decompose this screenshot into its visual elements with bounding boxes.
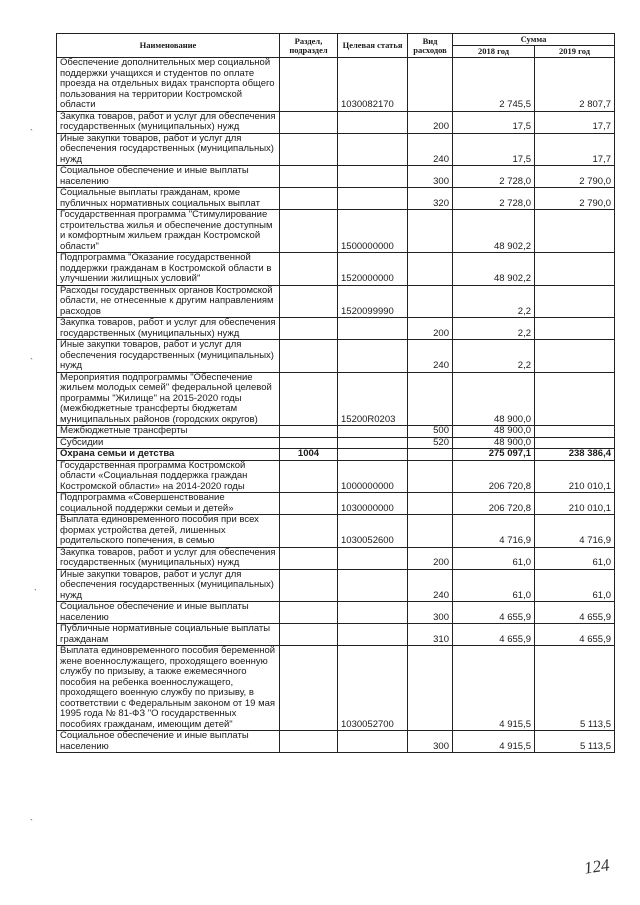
row-section [280, 569, 338, 602]
row-section [280, 515, 338, 548]
row-expense-type: 200 [408, 318, 453, 340]
row-section [280, 111, 338, 133]
row-name: Выплата единовременного пособия при всех формах устройства детей, лишенных родительского попечения, в семью [57, 515, 280, 548]
row-sum-2019: 17,7 [535, 133, 615, 166]
row-name: Закупка товаров, работ и услуг для обеспечения государственных (муниципальных) нужд [57, 318, 280, 340]
row-target-code [338, 318, 408, 340]
row-section [280, 426, 338, 438]
table-row [57, 624, 615, 646]
header-target: Целевая статья [338, 34, 408, 58]
row-target-code: 1500000000 [338, 210, 408, 253]
row-target-code: 1000000000 [338, 460, 408, 493]
row-name: Публичные нормативные социальные выплаты гражданам [57, 624, 280, 646]
row-section [280, 547, 338, 569]
table-row [57, 188, 615, 210]
row-name: Иные закупки товаров, работ и услуг для обеспечения государственных (муниципальных) нужд [57, 133, 280, 166]
row-section [280, 372, 338, 426]
row-section [280, 340, 338, 373]
row-expense-type: 300 [408, 731, 453, 753]
row-sum-2019: 4 655,9 [535, 602, 615, 624]
row-sum-2018: 4 655,9 [453, 624, 535, 646]
row-name: Подпрограмма "Оказание государственной поддержки гражданам в Костромской области в улучшении жилищных условий" [57, 253, 280, 286]
row-expense-type [408, 646, 453, 731]
row-section [280, 253, 338, 286]
row-name: Иные закупки товаров, работ и услуг для обеспечения государственных (муниципальных) нужд [57, 340, 280, 373]
row-sum-2018: 48 902,2 [453, 210, 535, 253]
row-section [280, 624, 338, 646]
margin-tick: ` [30, 357, 33, 367]
row-expense-type: 320 [408, 188, 453, 210]
row-target-code [338, 133, 408, 166]
row-section: 1004 [280, 449, 338, 461]
row-sum-2018: 2 728,0 [453, 166, 535, 188]
row-name: Государственная программа "Стимулирование строительства жилья и обеспечение доступным и комфортным жильем граждан Костромской области" [57, 210, 280, 253]
row-expense-type [408, 493, 453, 515]
row-name: Иные закупки товаров, работ и услуг для обеспечения государственных (муниципальных) нужд [57, 569, 280, 602]
table-row [57, 449, 615, 461]
row-sum-2018: 17,5 [453, 111, 535, 133]
row-sum-2019 [535, 340, 615, 373]
table-row [57, 547, 615, 569]
table-row [57, 111, 615, 133]
row-target-code [338, 166, 408, 188]
header-section: Раздел, подраздел [280, 34, 338, 58]
row-section [280, 646, 338, 731]
header-name: Наименование [57, 34, 280, 58]
row-expense-type [408, 253, 453, 286]
row-name: Мероприятия подпрограммы "Обеспечение жильем молодых семей" федеральной целевой программы "Жилище" на 2015-2020 годы (межбюджетные трансферты бюджетам муниципальных районов (городских округов) [57, 372, 280, 426]
row-sum-2019: 238 386,4 [535, 449, 615, 461]
row-sum-2018: 4 716,9 [453, 515, 535, 548]
row-target-code [338, 111, 408, 133]
row-name: Социальное обеспечение и иные выплаты населению [57, 602, 280, 624]
header-year-2018: 2018 год [453, 46, 535, 58]
table-row [57, 437, 615, 449]
row-section [280, 285, 338, 318]
row-section [280, 437, 338, 449]
table-row [57, 285, 615, 318]
row-sum-2018: 2 728,0 [453, 188, 535, 210]
row-sum-2019: 4 655,9 [535, 624, 615, 646]
row-name: Охрана семьи и детства [57, 449, 280, 461]
row-target-code [338, 569, 408, 602]
row-target-code: 15200R0203 [338, 372, 408, 426]
table-row [57, 493, 615, 515]
row-sum-2019 [535, 210, 615, 253]
table-body [57, 58, 615, 753]
row-sum-2018: 275 097,1 [453, 449, 535, 461]
header-row [57, 34, 615, 46]
row-name: Социальные выплаты гражданам, кроме публичных нормативных социальных выплат [57, 188, 280, 210]
row-target-code: 1030052600 [338, 515, 408, 548]
row-sum-2019: 2 790,0 [535, 166, 615, 188]
table-row [57, 318, 615, 340]
row-section [280, 210, 338, 253]
row-sum-2018: 4 655,9 [453, 602, 535, 624]
row-sum-2019 [535, 253, 615, 286]
row-sum-2019: 2 790,0 [535, 188, 615, 210]
row-name: Закупка товаров, работ и услуг для обеспечения государственных (муниципальных) нужд [57, 547, 280, 569]
row-expense-type: 200 [408, 547, 453, 569]
margin-tick: ` [30, 128, 33, 138]
row-sum-2018: 48 900,0 [453, 426, 535, 438]
row-expense-type: 300 [408, 602, 453, 624]
table-row [57, 731, 615, 753]
row-section [280, 188, 338, 210]
row-sum-2019: 210 010,1 [535, 493, 615, 515]
row-name: Закупка товаров, работ и услуг для обеспечения государственных (муниципальных) нужд [57, 111, 280, 133]
row-name: Государственная программа Костромской области «Социальная поддержка граждан Костромской области» на 2014-2020 годы [57, 460, 280, 493]
row-target-code: 1030052700 [338, 646, 408, 731]
row-sum-2018: 206 720,8 [453, 493, 535, 515]
row-section [280, 602, 338, 624]
row-target-code: 1520099990 [338, 285, 408, 318]
row-name: Обеспечение дополнительных мер социальной поддержки учащихся и студентов по оплате проезда на отдельных видах транспорта общего пользования на территории Костромской области [57, 58, 280, 112]
row-name: Расходы государственных органов Костромской области, не отнесенные к другим направлениям расходов [57, 285, 280, 318]
row-sum-2018: 2 745,5 [453, 58, 535, 112]
row-sum-2018: 48 900,0 [453, 437, 535, 449]
row-target-code: 1030000000 [338, 493, 408, 515]
row-expense-type [408, 449, 453, 461]
row-sum-2019 [535, 318, 615, 340]
row-name: Выплата единовременного пособия беременной жене военнослужащего, проходящего военную службу по призыву, а также ежемесячного пособия на ребенка военнослужащего, проходящего военную службу по призыву, в соответствии с Федеральным законом от 19 мая 1995 года № 81-ФЗ "О государственных пособиях гражданам, имеющим детей" [57, 646, 280, 731]
table-row [57, 602, 615, 624]
header-year-2019: 2019 год [535, 46, 615, 58]
row-target-code [338, 437, 408, 449]
row-sum-2018: 48 900,0 [453, 372, 535, 426]
table-row [57, 58, 615, 112]
row-target-code [338, 340, 408, 373]
margin-tick: ` [30, 818, 33, 828]
row-sum-2018: 206 720,8 [453, 460, 535, 493]
row-target-code [338, 188, 408, 210]
row-sum-2018: 17,5 [453, 133, 535, 166]
row-name: Социальное обеспечение и иные выплаты населению [57, 731, 280, 753]
row-sum-2018: 48 902,2 [453, 253, 535, 286]
table-row [57, 340, 615, 373]
row-target-code [338, 602, 408, 624]
row-expense-type [408, 515, 453, 548]
row-sum-2018: 61,0 [453, 547, 535, 569]
table-row [57, 166, 615, 188]
row-target-code [338, 426, 408, 438]
row-section [280, 166, 338, 188]
row-sum-2019: 4 716,9 [535, 515, 615, 548]
table-row [57, 210, 615, 253]
row-name: Межбюджетные трансферты [57, 426, 280, 438]
row-target-code [338, 624, 408, 646]
row-sum-2019: 210 010,1 [535, 460, 615, 493]
header-type: Вид расходов [408, 34, 453, 58]
row-section [280, 731, 338, 753]
row-name: Подпрограмма «Совершенствование социальной поддержки семьи и детей» [57, 493, 280, 515]
row-expense-type: 240 [408, 340, 453, 373]
table-row [57, 646, 615, 731]
row-expense-type [408, 58, 453, 112]
table-row [57, 569, 615, 602]
row-expense-type: 500 [408, 426, 453, 438]
row-sum-2019: 2 807,7 [535, 58, 615, 112]
row-sum-2019: 61,0 [535, 569, 615, 602]
row-target-code: 1030082170 [338, 58, 408, 112]
row-section [280, 493, 338, 515]
margin-tick: ` [34, 588, 37, 598]
row-expense-type: 520 [408, 437, 453, 449]
table-row [57, 460, 615, 493]
row-expense-type [408, 285, 453, 318]
row-expense-type: 200 [408, 111, 453, 133]
row-expense-type [408, 460, 453, 493]
table-row [57, 133, 615, 166]
row-expense-type [408, 210, 453, 253]
row-sum-2018: 2,2 [453, 318, 535, 340]
table-row [57, 426, 615, 438]
row-name: Субсидии [57, 437, 280, 449]
table-row [57, 372, 615, 426]
row-sum-2019 [535, 426, 615, 438]
row-target-code [338, 731, 408, 753]
row-sum-2019: 5 113,5 [535, 646, 615, 731]
page-number: 124 [582, 855, 611, 878]
row-sum-2019: 17,7 [535, 111, 615, 133]
row-expense-type: 240 [408, 133, 453, 166]
row-section [280, 460, 338, 493]
table-row [57, 515, 615, 548]
header-sum: Сумма [453, 34, 615, 46]
row-expense-type: 300 [408, 166, 453, 188]
row-sum-2018: 2,2 [453, 285, 535, 318]
row-name: Социальное обеспечение и иные выплаты населению [57, 166, 280, 188]
budget-table [56, 33, 615, 753]
row-expense-type [408, 372, 453, 426]
row-target-code [338, 449, 408, 461]
row-target-code: 1520000000 [338, 253, 408, 286]
row-sum-2019: 61,0 [535, 547, 615, 569]
row-sum-2019 [535, 372, 615, 426]
budget-table-sheet [56, 33, 614, 753]
row-section [280, 318, 338, 340]
row-sum-2018: 4 915,5 [453, 646, 535, 731]
row-section [280, 133, 338, 166]
row-target-code [338, 547, 408, 569]
row-expense-type: 240 [408, 569, 453, 602]
row-sum-2018: 2,2 [453, 340, 535, 373]
row-sum-2019 [535, 285, 615, 318]
row-sum-2018: 61,0 [453, 569, 535, 602]
row-section [280, 58, 338, 112]
row-sum-2019: 5 113,5 [535, 731, 615, 753]
row-sum-2019 [535, 437, 615, 449]
row-sum-2018: 4 915,5 [453, 731, 535, 753]
table-row [57, 253, 615, 286]
row-expense-type: 310 [408, 624, 453, 646]
